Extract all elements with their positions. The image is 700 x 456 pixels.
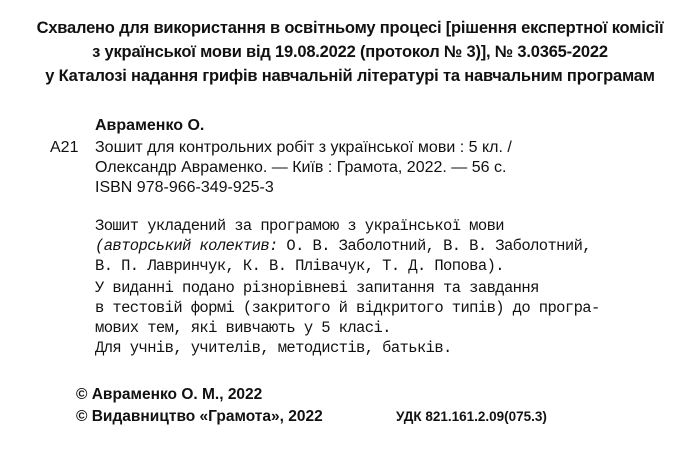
annotation-line: Зошит укладений за програмою з української мови (95, 217, 504, 235)
approval-line-1: Схвалено для використання в освітньому процесі [рішення експертної комісії (36, 19, 664, 37)
annotation-line: в тестовій формі (закритого й відкритого типів) до програ- (95, 299, 600, 317)
annotation-line: мових тем, які вивчають у 5 класі. (95, 319, 391, 337)
title-line-1: Зошит для контрольних робіт з української мови : 5 кл. / (95, 139, 512, 156)
approval-line-3: у Каталозі надання грифів навчальній літературі та навчальним програмам (45, 67, 655, 85)
approval-line-2: з української мови від 19.08.2022 (протокол № 3)], № 3.0365-2022 (92, 43, 608, 61)
annotation-line: У виданні подано різнорівневі запитання та завдання (95, 279, 539, 297)
author-copyright: © Авраменко О. М., 2022 (76, 386, 263, 403)
approval-notice (0, 16, 700, 88)
authors-list: О. В. Заболотний, В. В. Заболотний, (277, 237, 591, 255)
annotation-line: В. П. Лавринчук, К. В. Плівачук, Т. Д. Попова). (95, 257, 504, 275)
annotation-line (95, 236, 605, 256)
author-heading: Авраменко О. (95, 117, 205, 134)
authors-collective-label: (авторський колектив: (95, 237, 278, 255)
isbn: ISBN 978-966-349-925-3 (95, 179, 274, 196)
annotation-paragraph-2 (95, 278, 605, 338)
annotation-line: Для учнів, учителів, методистів, батьків. (95, 339, 452, 357)
annotation-paragraph-3 (95, 338, 605, 358)
bibliographic-description (95, 138, 575, 198)
classification-code: А21 (50, 139, 79, 156)
title-line-2: Олександр Авраменко. — Київ : Грамота, 2022. — 56 с. (95, 159, 507, 176)
annotation (95, 216, 605, 358)
annotation-paragraph-1 (95, 216, 605, 276)
udc-code: УДК 821.161.2.09(075.3) (396, 409, 547, 424)
copyright-block (76, 384, 323, 428)
publisher-copyright: © Видавництво «Грамота», 2022 (76, 408, 323, 425)
